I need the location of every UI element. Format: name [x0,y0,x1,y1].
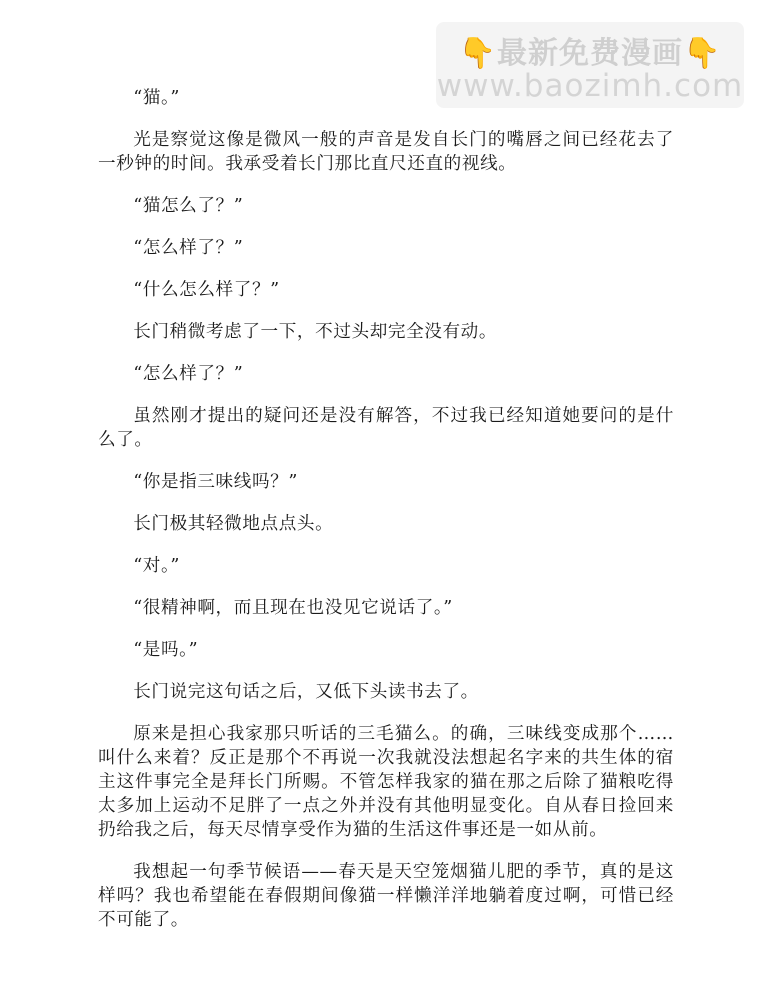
paragraph: “猫。” [133,88,180,108]
paragraph: 我想起一句季节候语——春天是天空笼烟猫儿肥的季节，真的是这样吗？我也希望能在春假期间像猫一样懒洋洋地躺着度过啊，可惜已经不可能了。 [98,862,674,930]
watermark-title [436,28,744,72]
paragraph: “什么怎么样了？” [133,280,280,300]
pointing-down-hand-icon: 👇 [458,36,497,71]
paragraph: “猫怎么了？” [133,196,244,216]
paragraph: 长门稍微考虑了一下，不过头却完全没有动。 [133,322,498,342]
paragraph: “怎么样了？” [133,364,244,384]
paragraph: 长门极其轻微地点点头。 [133,514,334,534]
watermark-url: www.baozimh.com [436,68,744,104]
paragraph: 虽然刚才提出的疑问还是没有解答，不过我已经知道她要问的是什么了。 [98,406,674,450]
watermark-title-text: 最新免费漫画 [497,36,683,71]
paragraph: 长门说完这句话之后，又低下头读书去了。 [133,682,479,702]
pointing-down-hand-icon: 👇 [683,36,722,71]
paragraph: “怎么样了？” [133,238,244,258]
document-body [98,86,674,950]
paragraph: 光是察觉这像是微风一般的声音是发自长门的嘴唇之间已经花去了一秒钟的时间。我承受着长门那比直尺还直的视线。 [98,130,674,174]
paragraph: “是吗。” [133,640,199,660]
paragraph: 原来是担心我家那只听话的三毛猫么。的确，三味线变成那个……叫什么来着？反正是那个不再说一次我就没法想起名字来的共生体的宿主这件事完全是拜长门所赐。不管怎样我家的猫在那之后除了猫粮吃得太多加上运动不足胖了一点之外并没有其他明显变化。自从春日捡回来扔给我之后，每天尽情享受作为猫的生活这件事还是一如从前。 [98,724,674,840]
paragraph: “很精神啊，而且现在也没见它说话了。” [133,598,453,618]
paragraph: “你是指三味线吗？” [133,472,298,492]
paragraph: “对。” [133,556,180,576]
